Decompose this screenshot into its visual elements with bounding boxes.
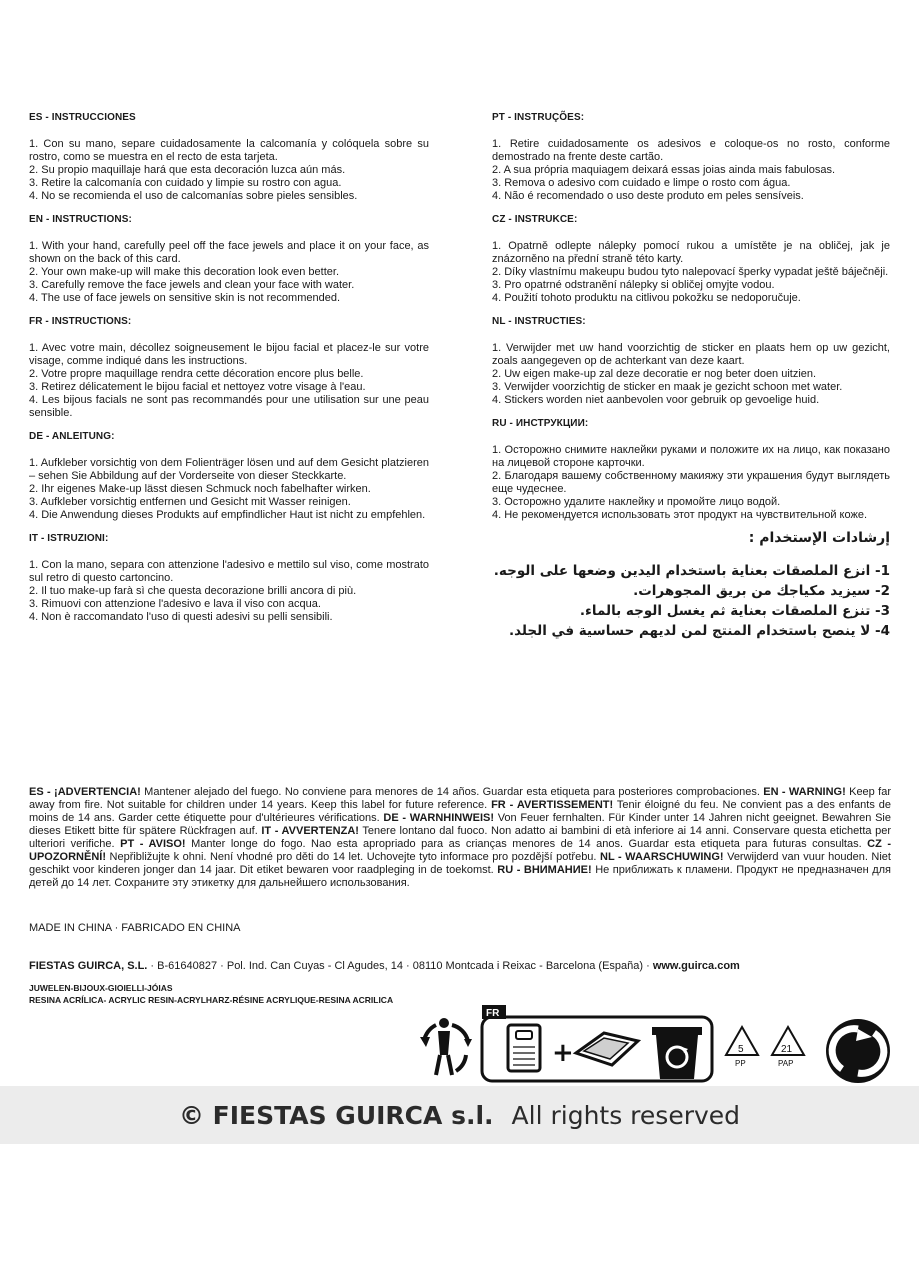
instruction-item: 1. Con la mano, separa con attenzione l'adesivo e mettilo sul viso, come mostrato sul retro di questo cartoncino. xyxy=(29,559,429,584)
instructions-left-column xyxy=(29,111,429,634)
warnings-paragraph xyxy=(29,786,891,890)
card-icon xyxy=(508,1025,540,1071)
warning-label: PT - AVISO! xyxy=(120,838,186,850)
company-website: www.guirca.com xyxy=(652,960,740,972)
copyright-footer xyxy=(0,1086,919,1144)
instruction-item: 2. Su propio maquillaje hará que esta decoración luzca aún más. xyxy=(29,164,346,176)
section-heading: RU - ИНСТРУКЦИИ: xyxy=(492,418,589,429)
instruction-item: 3. Pro opatrné odstranění nálepky si obličej omyjte vodou. xyxy=(492,279,775,291)
section-heading: IT - ISTRUZIONI: xyxy=(29,533,109,544)
warning-label: IT - AVVERTENZA! xyxy=(261,825,359,837)
instruction-item: 1. Con su mano, separe cuidadosamente la calcomanía y colóquela sobre su rostro, como se muestra en el recto de esta tarjeta. xyxy=(29,138,429,163)
company-name: FIESTAS GUIRCA, S.L. xyxy=(29,960,148,972)
instruction-section xyxy=(492,417,890,522)
materials xyxy=(29,982,393,1006)
instruction-item: 4. Použití tohoto produktu na citlivou pokožku se nedoporučuje. xyxy=(492,292,801,304)
warning-text: Keep far away from fire. Not suitable for children under 14 years. Keep this label for future reference. xyxy=(29,786,891,811)
section-heading: ES - INSTRUCCIONES xyxy=(29,112,136,123)
recycle-bin-icon xyxy=(652,1027,702,1079)
warning-text: Не приближать к пламени. Продукт не предназначен для детей до 14 лет. Сохраните эту этикетку для дальнейшего использования. xyxy=(29,864,891,889)
plastic-tray-icon xyxy=(576,1033,638,1065)
green-dot-icon xyxy=(826,1019,890,1083)
instruction-item: 1. Retire cuidadosamente os adesivos e coloque-os no rosto, conforme demostrado na frente deste cartão. xyxy=(492,138,890,163)
instruction-item: 3. Rimuovi con attenzione l'adesivo e lava il viso con acqua. xyxy=(29,598,321,610)
instruction-item: 4. Não é recomendado o uso deste produto em peles sensíveis. xyxy=(492,190,804,202)
instruction-item: 3. Carefully remove the face jewels and clean your face with water. xyxy=(29,279,355,291)
warning-text: Tenir éloigné du feu. Ne convient pas a des enfants de moins de 14 ans. Garder cette étiquette pour d'ultérieures vérifications. xyxy=(29,799,891,824)
triman-icon xyxy=(420,1018,472,1075)
instruction-item: 4. Non è raccomandato l'uso di questi adesivi su pelli sensibili. xyxy=(29,611,333,623)
instruction-section xyxy=(29,430,429,522)
pap-number: 21 xyxy=(781,1044,793,1055)
instruction-item: 2. A sua própria maquiagem deixará essas joias ainda mais fabulosas. xyxy=(492,164,836,176)
instruction-item: 3. Verwijder voorzichtig de sticker en maak je gezicht schoon met water. xyxy=(492,381,843,393)
instruction-section xyxy=(492,111,890,203)
instruction-item: 1. Осторожно снимите наклейки руками и положите их на лицо, как показано на лицевой стороне карточки. xyxy=(492,444,890,469)
instruction-item: 2. Díky vlastnímu makeupu budou tyto nalepovací šperky vypadat ještě báječněji. xyxy=(492,266,889,278)
instruction-item: 2. Il tuo make-up farà sì che questa decorazione brilli ancora di più. xyxy=(29,585,357,597)
warning-text: Mantener alejado del fuego. No conviene para menores de 14 años. Guardar esta etiqueta para posteriores comprobaciones. xyxy=(140,786,764,798)
instruction-item: 1. Opatrně odlepte nálepky pomocí rukou a umístěte je na obličej, jak je znázorněno na přední straně této karty. xyxy=(492,240,890,265)
instruction-item: 4. Les bijous facials ne sont pas recommandés pour une utilisation sur une peau sensible. xyxy=(29,394,429,419)
instruction-item: 4. The use of face jewels on sensitive skin is not recommended. xyxy=(29,292,341,304)
section-heading: PT - INSTRUÇÕES: xyxy=(492,112,585,123)
instruction-item: 4. No se recomienda el uso de calcomanías sobre pieles sensibles. xyxy=(29,190,358,202)
warning-label: DE - WARNHINWEIS! xyxy=(383,812,495,824)
materials-line-1: JUWELEN-BIJOUX-GIOIELLI-JÓIAS xyxy=(29,983,173,993)
info-tri-box xyxy=(482,1005,712,1081)
instruction-section xyxy=(29,213,429,305)
section-heading: FR - INSTRUCTIONS: xyxy=(29,316,132,327)
instruction-item: 3. Осторожно удалите наклейку и промойте лицо водой. xyxy=(492,496,781,508)
warning-label: CZ - UPOZORNĚNÍ! xyxy=(29,838,892,863)
footer-brand: © FIESTAS GUIRCA s.l. xyxy=(178,1100,494,1130)
instruction-item: 2. Your own make-up will make this decoration look even better. xyxy=(29,266,340,278)
arabic-item: 1- انزع الملصقات بعناية باستخدام اليدين وضعها على الوجه. xyxy=(493,563,890,579)
instruction-item: 2. Uw eigen make-up zal deze decoratie er nog beter doen uitzien. xyxy=(492,368,817,380)
pp-recycle-triangle-icon xyxy=(726,1027,758,1068)
arabic-item: 4- لا ينصح باستخدام المنتج لمن لديهم حساسية في الجلد. xyxy=(508,623,890,639)
pp-label: PP xyxy=(735,1059,746,1068)
instruction-item: 1. Aufkleber vorsichtig von dem Folienträger lösen und auf dem Gesicht platzieren – sehen Sie Abbildung auf der Vorderseite von dieser Steckkarte. xyxy=(29,457,429,482)
instruction-item: 4. Stickers worden niet aanbevolen voor gebruik op gevoelige huid. xyxy=(492,394,820,406)
instructions-right-column xyxy=(492,111,890,641)
company-info xyxy=(29,960,740,972)
warning-label: ES - ¡ADVERTENCIA! xyxy=(29,786,141,798)
section-heading: NL - INSTRUCTIES: xyxy=(492,316,586,327)
warning-text: Tenere lontano dal fuoco. Non adatto ai bambini di età inferiore ai 14 anni. Conservare questa etichetta per ulteriori verifiche. xyxy=(29,825,891,850)
section-heading: EN - INSTRUCTIONS: xyxy=(29,214,132,225)
footer-rights: All rights reserved xyxy=(511,1100,741,1130)
instruction-section xyxy=(492,213,890,305)
warning-text: Nepřibližujte k ohni. Není vhodné pro děti do 14 let. Uchovejte tyto informace pro pozdější potřebu. xyxy=(106,851,601,863)
company-details: · B-61640827 · Pol. Ind. Can Cuyas - Cl Agudes, 14 · 08110 Montcada i Reixac - Barcelona (España) · xyxy=(147,960,653,972)
section-heading: DE - ANLEITUNG: xyxy=(29,431,115,442)
instruction-item: 2. Благодаря вашему собственному макияжу эти украшения будут выглядеть еще чудеснее. xyxy=(492,470,890,495)
instruction-item: 1. Verwijder met uw hand voorzichtig de sticker en plaats hem op uw gezicht, zoals aangegeven op de achterkant van deze kaart. xyxy=(492,342,890,367)
arabic-item: 2- سيزيد مكياجك من بريق المجوهرات. xyxy=(633,583,890,599)
materials-line-2: RESINA ACRÍLICA- ACRYLIC RESIN-ACRYLHARZ-RÉSINE ACRYLIQUE-RESINA ACRILICA xyxy=(29,995,394,1005)
warning-label: FR - AVERTISSEMENT! xyxy=(491,799,614,811)
pp-number: 5 xyxy=(738,1044,744,1055)
warning-label: EN - WARNING! xyxy=(763,786,846,798)
warning-label: RU - ВНИМАНИЕ! xyxy=(497,864,592,876)
section-heading: CZ - INSTRUKCE: xyxy=(492,214,578,225)
instruction-section xyxy=(29,315,429,420)
plus-icon: + xyxy=(552,1038,574,1068)
instruction-section xyxy=(492,315,890,407)
instruction-item: 1. With your hand, carefully peel off the face jewels and place it on your face, as shown on the back of this card. xyxy=(29,240,429,265)
instruction-item: 3. Retirez délicatement le bijou facial et nettoyez votre visage à l'eau. xyxy=(29,381,366,393)
instruction-item: 4. Не рекомендуется использовать этот продукт на чувствительной коже. xyxy=(492,509,868,521)
arabic-heading: إرشادات الإستخدام : xyxy=(748,530,890,546)
instruction-item: 2. Votre propre maquillage rendra cette décoration encore plus belle. xyxy=(29,368,364,380)
instruction-item: 3. Aufkleber vorsichtig entfernen und Gesicht mit Wasser reinigen. xyxy=(29,496,351,508)
pap-recycle-triangle-icon xyxy=(772,1027,804,1068)
warning-text: Von Feuer fernhalten. Für Kinder unter 14 Jahren nicht geeignet. Bewahren Sie dieses Etikett bitte für spätere Rückfragen auf. xyxy=(29,812,891,837)
instruction-section xyxy=(29,532,429,624)
instruction-item: 3. Retire la calcomanía con cuidado y limpie su rostro con agua. xyxy=(29,177,342,189)
instruction-item: 1. Avec votre main, décollez soigneusement le bijou facial et placez-le sur votre visage, comme indiqué dans les instructions. xyxy=(29,342,429,367)
instruction-item: 2. Ihr eigenes Make-up lässt diesen Schmuck noch fabelhafter wirken. xyxy=(29,483,371,495)
instruction-section xyxy=(29,111,429,203)
warning-text: Verwijderd van vuur houden. Niet geschikt voor kinderen jonger dan 14 jaar. Dit etiket bewaren voor raadpleging in de toekomst. xyxy=(29,851,891,876)
instruction-item: 3. Remova o adesivo com cuidado e limpe o rosto com água. xyxy=(492,177,791,189)
warning-text: Manter longe do fogo. Nao esta apropriado para as crianças menores de 14 anos. Guardar esta etiqueta para futuras consultas. xyxy=(185,838,868,850)
warning-label: NL - WAARSCHUWING! xyxy=(600,851,724,863)
made-in-text: MADE IN CHINA · FABRICADO EN CHINA xyxy=(29,922,241,934)
arabic-item: 3- تنزع الملصقات بعناية ثم يغسل الوجه بالماء. xyxy=(579,603,890,619)
instruction-item: 4. Die Anwendung dieses Produkts auf empfindlicher Haut ist nicht zu empfehlen. xyxy=(29,509,426,521)
arabic-instructions xyxy=(492,532,890,641)
pap-label: PAP xyxy=(778,1059,794,1068)
recycling-icons xyxy=(412,1005,902,1085)
fr-badge: FR xyxy=(486,1008,500,1019)
